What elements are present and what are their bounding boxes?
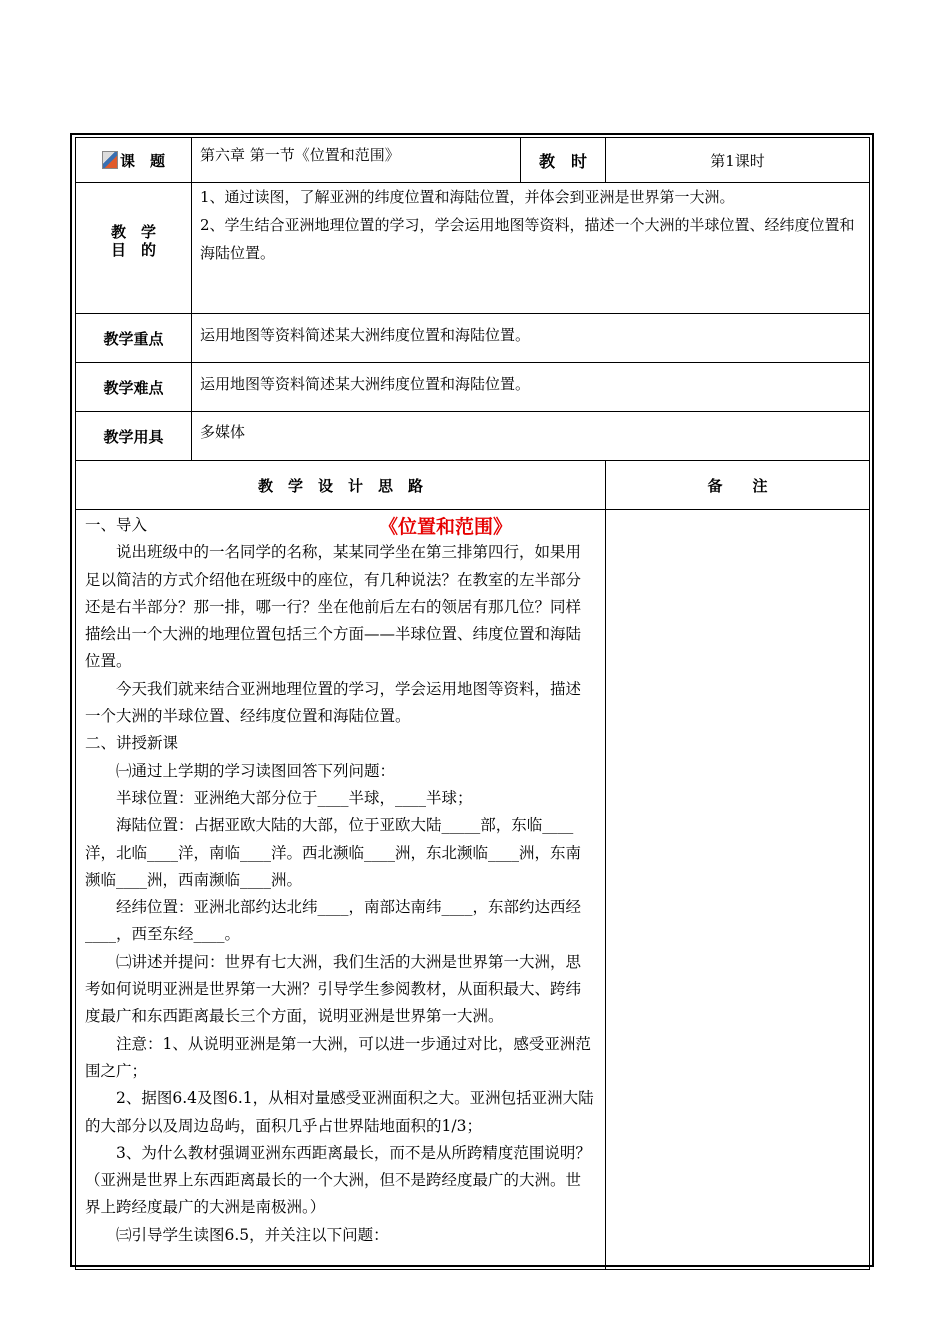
- lesson-title-cell: [192, 138, 521, 183]
- period-value-cell: [606, 138, 870, 183]
- design-body-row: [76, 510, 870, 1270]
- lesson-label: 课 题: [119, 151, 165, 170]
- goals-label-line1: 教 学: [110, 223, 156, 241]
- key-points-label: 教学重点: [103, 329, 164, 348]
- lesson-title: 第六章 第一节《位置和范围》: [200, 146, 400, 164]
- paragraph: 海陆位置：占据亚欧大陆的大部，位于亚欧大陆_____部，东临____洋，北临____洋，南临____洋。西北濒临____洲，东北濒临____洲，东南濒临____洲，西南濒临____洲。: [85, 816, 582, 889]
- paragraph: 说出班级中的一名同学的名称，某某同学坐在第三排第四行，如果用足以简洁的方式介绍他在班级中的座位，有几种说法？在教室的左半部分还是右半部分？那一排，哪一行？坐在他前后左右的领居有那几位？同样描绘出一个大洲的地理位置包括三个方面——半球位置、纬度位置和海陆位置。: [85, 543, 582, 671]
- period-label-cell: [521, 138, 606, 183]
- goal-item-1: 1、通过读图，了解亚洲的纬度位置和海陆位置，并体会到亚洲是世界第一大洲。: [200, 188, 735, 206]
- goals-label-cell: [76, 183, 192, 314]
- lesson-label-cell: [76, 138, 192, 183]
- design-header-row: [76, 461, 870, 510]
- tools-label-cell: [76, 412, 192, 461]
- paragraph: 今天我们就来结合亚洲地理位置的学习，学会运用地图等资料，描述一个大洲的半球位置、经纬度位置和海陆位置。: [85, 679, 582, 726]
- goals-content-cell: [192, 183, 870, 314]
- lesson-title-row: [76, 138, 870, 183]
- period-label: 教 时: [538, 151, 587, 171]
- paragraph: ㈢引导学生读图6.5，并关注以下问题：: [116, 1225, 389, 1244]
- key-points-label-cell: [76, 314, 192, 363]
- goals-row: [76, 183, 870, 314]
- difficulties-row: [76, 363, 870, 412]
- difficulties-label: 教学难点: [103, 378, 164, 397]
- tools-row: [76, 412, 870, 461]
- document-icon: [102, 151, 118, 169]
- goals-label-line2: 目 的: [110, 241, 156, 259]
- difficulties-value-cell: [192, 363, 870, 412]
- red-title: 《位置和范围》: [379, 516, 513, 538]
- paragraph: ㈠通过上学期的学习读图回答下列问题：: [116, 761, 396, 780]
- key-points-value-cell: [192, 314, 870, 363]
- design-text: [76, 510, 605, 1249]
- difficulties-value: 运用地图等资料简述某大洲纬度位置和海陆位置。: [200, 374, 531, 393]
- paragraph: 经纬位置：亚洲北部约达北纬____，南部达南纬____，东部约达西经____，西至东经____。: [85, 898, 582, 944]
- design-body-cell: [76, 510, 606, 1270]
- design-header-right-cell: [606, 461, 870, 510]
- paragraph: 注意：1、从说明亚洲是第一大洲，可以进一步通过对比，感受亚洲范围之广；: [85, 1034, 591, 1080]
- lesson-plan-table: [75, 137, 870, 1270]
- paragraph: 半球位置：亚洲绝大部分位于____半球，____半球；: [116, 788, 473, 807]
- tools-value: 多媒体: [200, 422, 246, 441]
- difficulties-label-cell: [76, 363, 192, 412]
- period-value: 第1课时: [710, 151, 765, 170]
- design-header-left-cell: [76, 461, 606, 510]
- paragraph: ㈡讲述并提问：世界有七大洲，我们生活的大洲是世界第一大洲，思考如何说明亚洲是世界第一大洲？引导学生参阅教材，从面积最大、跨纬度最广和东西距离最长三个方面，说明亚洲是世界第一大洲。: [85, 952, 582, 1026]
- paragraph-section-heading: 二、讲授新课: [85, 734, 179, 753]
- paragraph: 2、据图6.4及图6.1，从相对量感受亚洲面积之大。亚洲包括亚洲大陆的大部分以及周边岛屿，面积几乎占世界陆地面积的1/3；: [85, 1089, 594, 1135]
- key-points-value: 运用地图等资料简述某大洲纬度位置和海陆位置。: [200, 325, 531, 344]
- key-points-row: [76, 314, 870, 363]
- design-header-left: 教 学 设 计 思 路: [257, 476, 423, 495]
- paragraph: 3、为什么教材强调亚洲东西距离最长，而不是从所跨精度范围说明？（亚洲是世界上东西距离最长的一个大洲，但不是跨经度最广的大洲。世界上跨经度最广的大洲是南极洲。）: [85, 1143, 591, 1217]
- paragraph-intro-heading: 一、导入: [85, 516, 148, 534]
- notes-cell: [606, 510, 870, 1270]
- goal-item-2: 2、学生结合亚洲地理位置的学习，学会运用地图等资料，描述一个大洲的半球位置、经纬度位置和海陆位置。: [200, 216, 855, 262]
- notes-header: 备 注: [707, 476, 768, 495]
- tools-value-cell: [192, 412, 870, 461]
- tools-label: 教学用具: [103, 427, 164, 446]
